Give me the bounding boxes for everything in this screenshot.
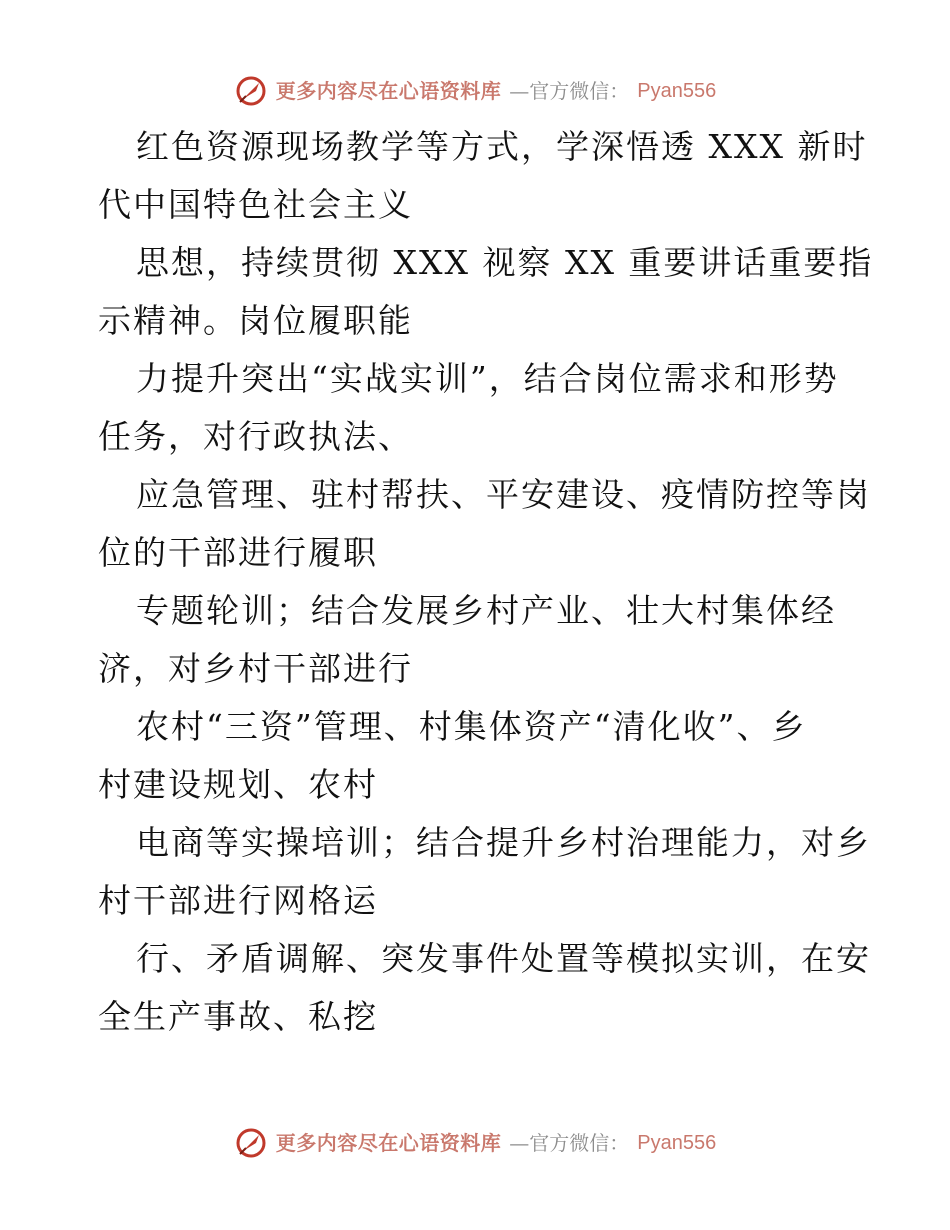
paragraph-line-2: 位的干部进行履职 xyxy=(98,533,378,572)
quill-circle-logo-icon xyxy=(234,1126,268,1160)
paragraph-line-1: 行、矛盾调解、突发事件处置等模拟实训，在安 xyxy=(136,939,871,978)
paragraph-line-1: 电商等实操培训；结合提升乡村治理能力，对乡 xyxy=(136,823,871,862)
watermark-wechat-id: Pyan556 xyxy=(637,1132,717,1154)
paragraph xyxy=(98,466,871,582)
watermark-main-text: 更多内容尽在心语资料库 xyxy=(275,79,502,103)
paragraph-line-2: 村建设规划、农村 xyxy=(98,765,378,804)
paragraph xyxy=(98,930,871,1046)
paragraph-line-2: 济，对乡村干部进行 xyxy=(98,649,413,688)
paragraph xyxy=(98,698,858,814)
paragraph xyxy=(98,350,858,466)
paragraph-line-2: 全生产事故、私挖 xyxy=(98,997,378,1036)
paragraph-line-1: 应急管理、驻村帮扶、平安建设、疫情防控等岗 xyxy=(136,475,871,514)
document-body xyxy=(98,118,874,1046)
paragraph-line-1: 专题轮训；结合发展乡村产业、壮大村集体经 xyxy=(136,591,836,630)
paragraph xyxy=(98,118,868,234)
footer-watermark xyxy=(0,1126,950,1160)
paragraph-line-2: 村干部进行网格运 xyxy=(98,881,378,920)
header-watermark xyxy=(0,74,950,108)
watermark-separator: —官方微信： xyxy=(509,1131,630,1155)
paragraph-line-1: 农村“三资”管理、村集体资产“清化收”、乡 xyxy=(136,707,807,746)
paragraph-line-1: 力提升突出“实战实训”，结合岗位需求和形势 xyxy=(136,359,839,398)
paragraph xyxy=(98,582,858,698)
paragraph-line-1: 思想，持续贯彻 XXX 视察 XX 重要讲话重要指 xyxy=(136,243,874,282)
watermark-separator: —官方微信： xyxy=(509,79,630,103)
paragraph-line-1: 红色资源现场教学等方式，学深悟透 XXX 新时 xyxy=(136,127,868,166)
paragraph-line-2: 示精神。岗位履职能 xyxy=(98,301,413,340)
paragraph xyxy=(98,234,874,350)
quill-circle-logo-icon xyxy=(234,74,268,108)
watermark-main-text: 更多内容尽在心语资料库 xyxy=(275,1131,502,1155)
watermark-wechat-id: Pyan556 xyxy=(637,80,717,102)
paragraph-line-2: 代中国特色社会主义 xyxy=(98,185,413,224)
paragraph xyxy=(98,814,871,930)
paragraph-line-2: 任务，对行政执法、 xyxy=(98,417,413,456)
